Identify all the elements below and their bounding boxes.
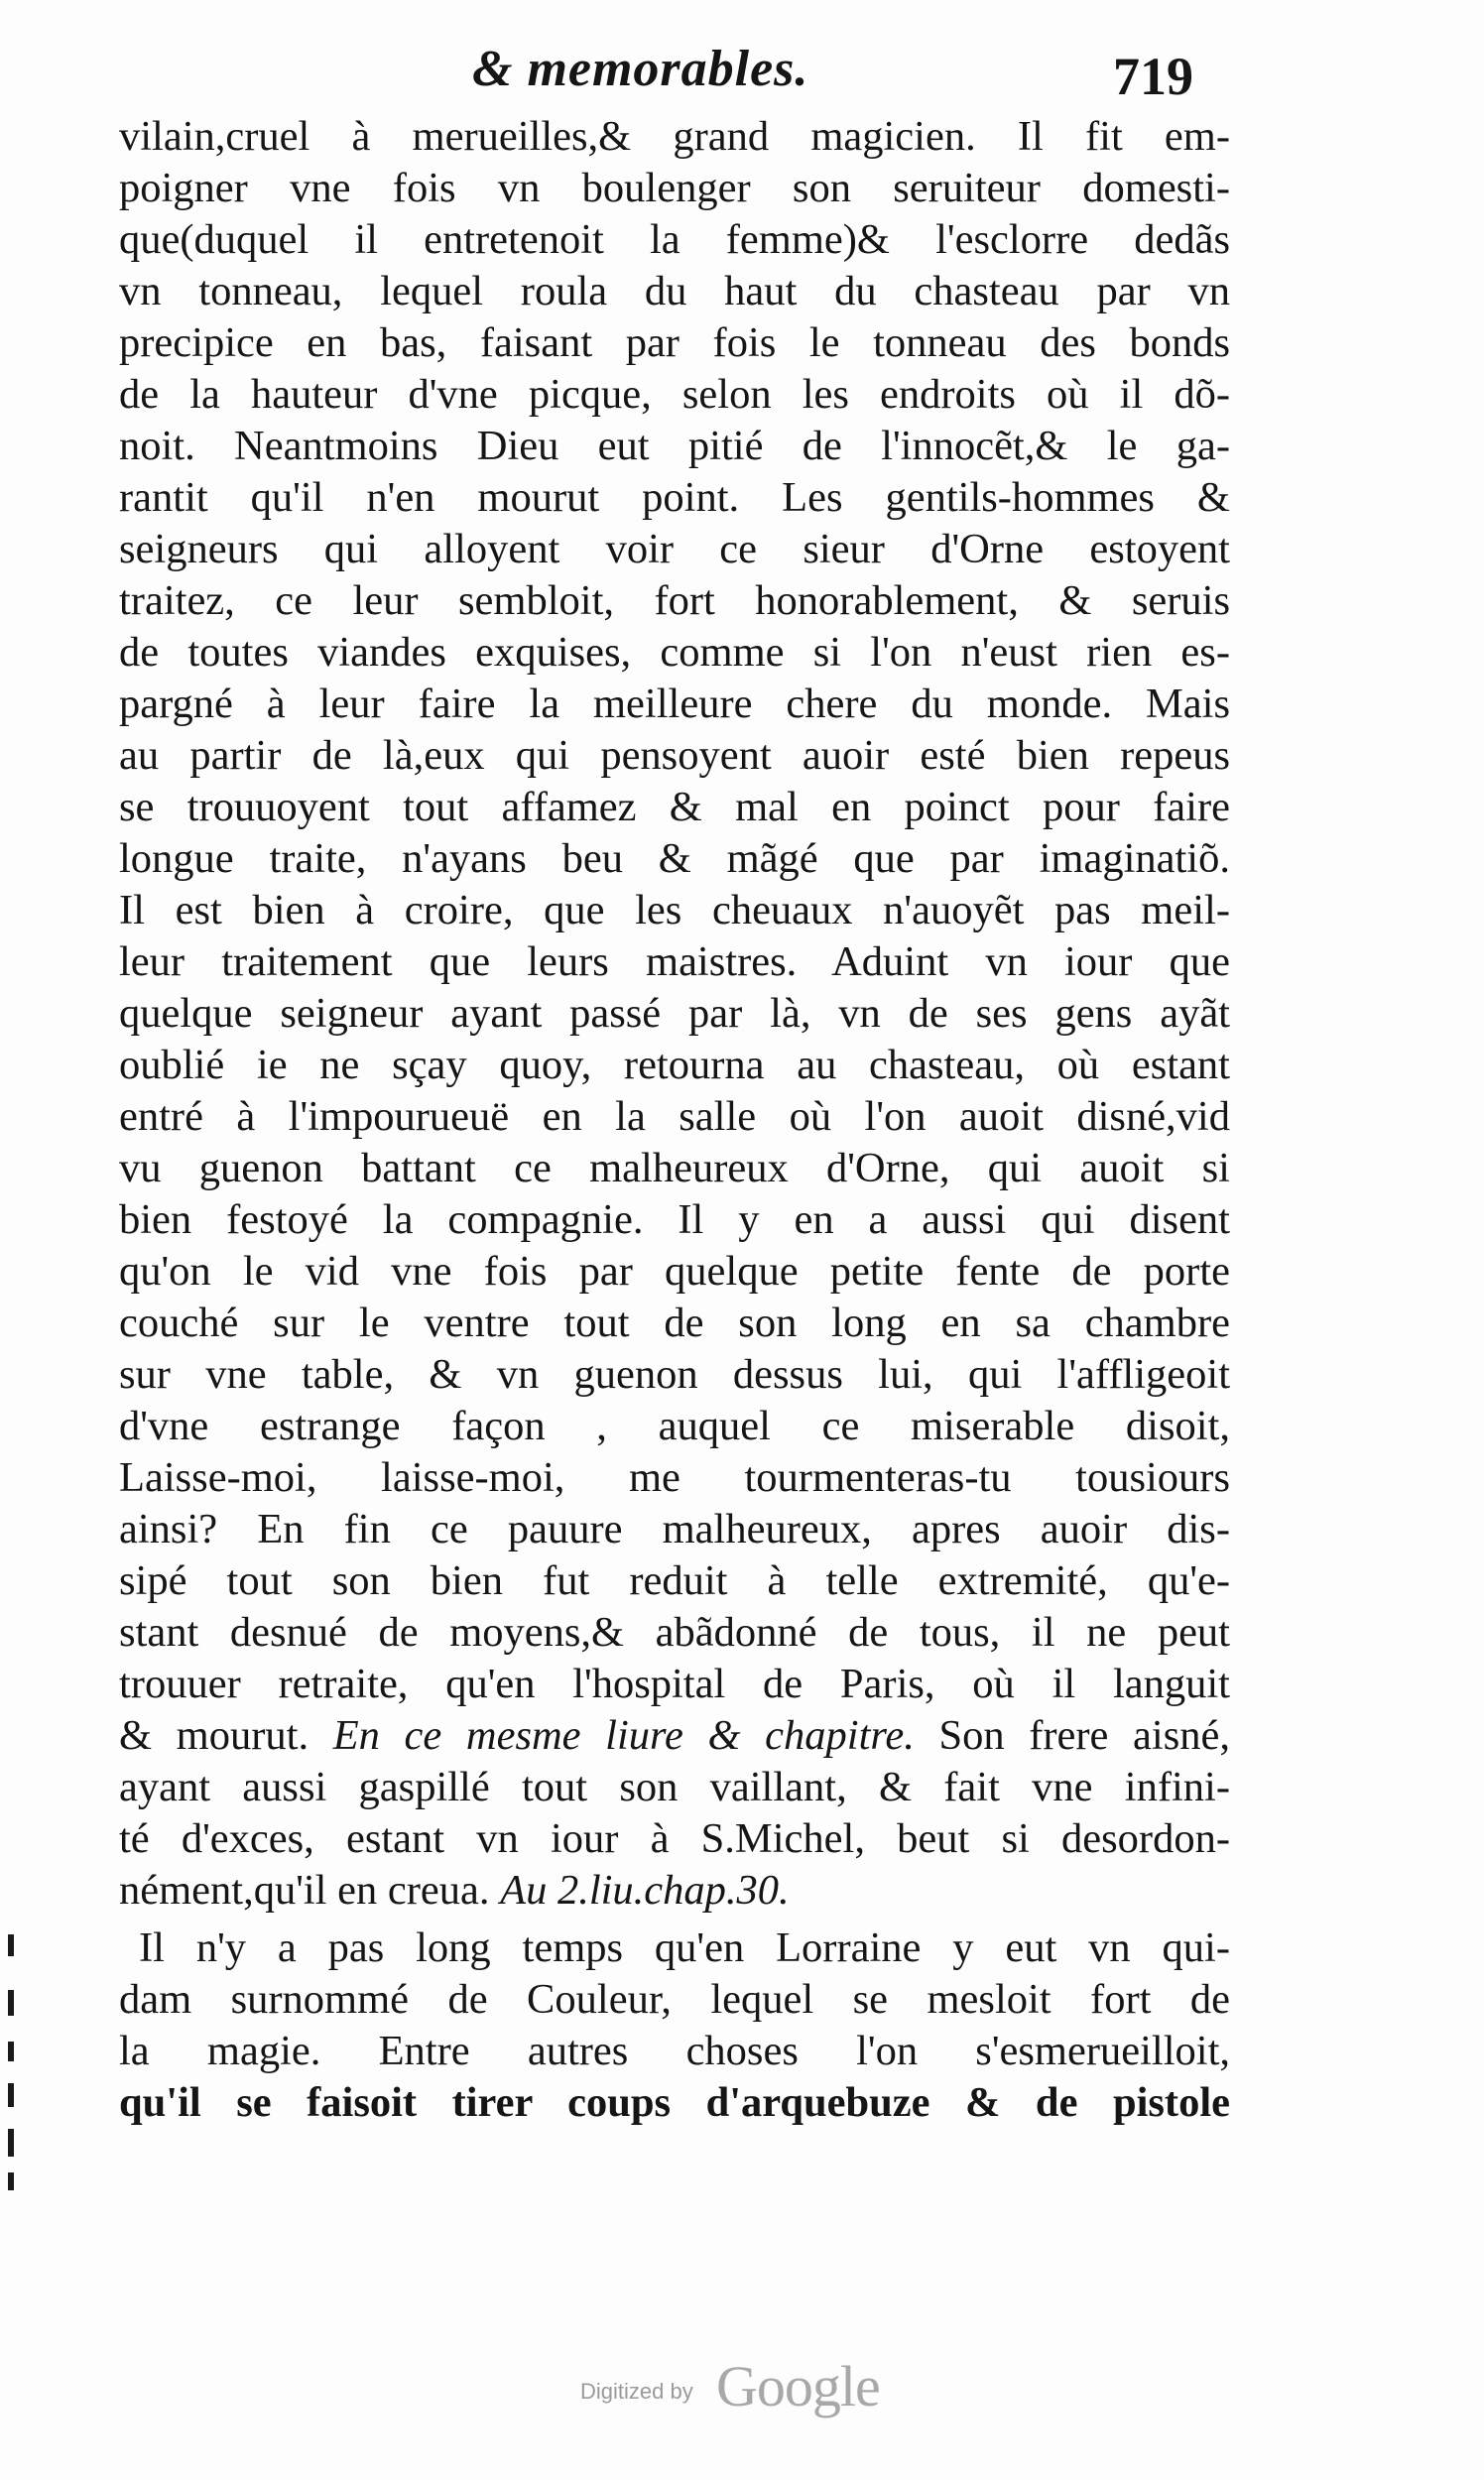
digitization-watermark [0, 2351, 1484, 2420]
text-line: Laisse-moi, laisse-moi, me tourmenteras-tu tousiours [119, 1454, 1230, 1501]
text-line: la magie. Entre autres choses l'on s'esmerueilloit, [119, 2028, 1230, 2074]
text-line: Il n'y a pas long temps qu'en Lorraine y eut vn qui- [139, 1924, 1230, 1971]
text-line: d'vne estrange façon , auquel ce miserable disoit, [119, 1403, 1230, 1449]
text-line: de toutes viandes exquises, comme si l'on n'eust rien es- [119, 629, 1230, 676]
text-line: couché sur le ventre tout de son long en sa chambre [119, 1300, 1230, 1346]
ink-mark [8, 1934, 14, 1956]
ink-mark [8, 2042, 14, 2061]
text-line: sipé tout son bien fut reduit à telle extremité, qu'e- [119, 1557, 1230, 1604]
text-line: qu'on le vid vne fois par quelque petite fente de porte [119, 1248, 1230, 1295]
ink-mark [8, 2083, 14, 2107]
text-line: vn tonneau, lequel roula du haut du chasteau par vn [119, 268, 1230, 314]
text-line: qu'il se faisoit tirer coups d'arquebuze & de pistole [119, 2079, 1230, 2126]
text-line: noit. Neantmoins Dieu eut pitié de l'innocẽt,& le ga- [119, 423, 1230, 469]
text-line: oublié ie ne sçay quoy, retourna au chasteau, où estant [119, 1042, 1230, 1088]
text-line: entré à l'impourueuë en la salle où l'on auoit disné,vid [119, 1093, 1230, 1140]
text-line: pargné à leur faire la meilleure chere du monde. Mais [119, 681, 1230, 727]
text-line: rantit qu'il n'en mourut point. Les gentils-hommes & [119, 474, 1230, 521]
text-line: Il est bien à croire, que les cheuaux n'auoyẽt pas meil- [119, 887, 1230, 933]
text-line: precipice en bas, faisant par fois le tonneau des bonds [119, 319, 1230, 366]
text-line: dam surnommé de Couleur, lequel se mesloit fort de [119, 1976, 1230, 2023]
ink-mark [8, 2129, 14, 2157]
ink-mark [8, 2172, 14, 2190]
text-line: ayant aussi gaspillé tout son vaillant, & fait vne infini- [119, 1764, 1230, 1810]
citation-italic: Au 2.liu.chap.30. [500, 1867, 790, 1914]
page-number: 719 [1113, 47, 1193, 106]
text-line: ainsi? En fin ce pauure malheureux, apres auoir dis- [119, 1506, 1230, 1552]
text-line: quelque seigneur ayant passé par là, vn de ses gens ayãt [119, 990, 1230, 1037]
text-line: se trouuoyent tout affamez & mal en poinct pour faire [119, 784, 1230, 830]
line-end: Son frere aisné, [938, 1712, 1230, 1759]
text-line: bien festoyé la compagnie. Il y en a aussi qui disent [119, 1196, 1230, 1243]
text-line: poigner vne fois vn boulenger son seruiteur domesti- [119, 165, 1230, 211]
ink-mark [8, 1990, 14, 2016]
text-line: vilain,cruel à merueilles,& grand magicien. Il fit em- [119, 113, 1230, 160]
line-start: & mourut. [119, 1712, 309, 1759]
digitized-by-label: Digitized by [580, 2379, 693, 2404]
text-line: stant desnué de moyens,& abãdonné de tous, il ne peut [119, 1609, 1230, 1656]
text-line: trouuer retraite, qu'en l'hospital de Paris, où il languit [119, 1661, 1230, 1707]
google-logo: Google [716, 2354, 880, 2418]
text-line-with-citation [119, 1865, 1230, 1917]
text-line: vu guenon battant ce malheureux d'Orne, qui auoit si [119, 1145, 1230, 1191]
margin-ink-marks [8, 1934, 48, 2192]
body-text [119, 111, 1230, 2129]
text-line: au partir de là,eux qui pensoyent auoir esté bien repeus [119, 732, 1230, 779]
text-line: té d'exces, estant vn iour à S.Michel, beut si desordon- [119, 1815, 1230, 1862]
page-header [0, 30, 1484, 109]
text-line: leur traitement que leurs maistres. Aduint vn iour que [119, 938, 1230, 985]
text-line: sur vne table, & vn guenon dessus lui, qui l'affligeoit [119, 1351, 1230, 1398]
running-title: & memorables. [472, 41, 809, 97]
text-line: seigneurs qui alloyent voir ce sieur d'Orne estoyent [119, 526, 1230, 572]
text-line-with-citation [119, 1710, 1230, 1762]
citation-italic: En ce mesme liure & chapitre. [332, 1712, 915, 1759]
text-line: que(duquel il entretenoit la femme)& l'esclorre dedãs [119, 216, 1230, 263]
text-line: longue traite, n'ayans beu & mãgé que par imaginatiõ. [119, 835, 1230, 882]
text-line: de la hauteur d'vne picque, selon les endroits où il dõ- [119, 371, 1230, 418]
line-start: nément,qu'il en creua. [119, 1867, 490, 1914]
text-line: traitez, ce leur sembloit, fort honorablement, & seruis [119, 577, 1230, 624]
